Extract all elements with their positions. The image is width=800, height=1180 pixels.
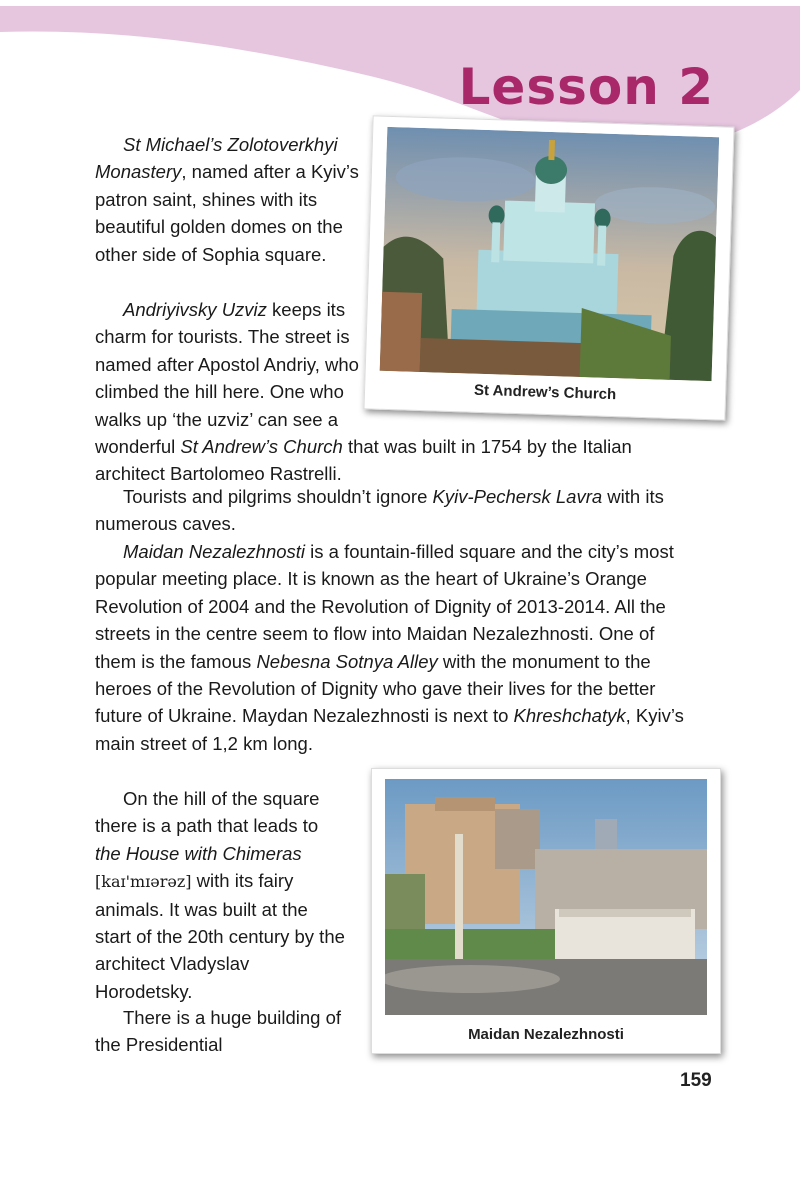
paragraph-lavra: Tourists and pilgrims shouldn’t ignore Kyiv-Pechersk Lavra with its numerous caves. [95, 486, 664, 535]
paragraph-monastery: St Michael’s Zolotoverkhyi Monastery, named after a Kyiv’s patron saint, shines with its beautiful golden domes on the other side of Sophia square. [95, 134, 359, 265]
monastery-name: St Michael’s Zolotoverkhyi Monastery [95, 134, 338, 183]
maidan-name: Maidan Nezalezhnosti [123, 541, 306, 562]
lesson-title: Lesson 2 [458, 58, 714, 116]
paragraph-uzviz: Andriyivsky Uzviz keeps its charm for tourists. The street is named after Apostol Andriy, who climbed the hill here. One who walks up ‘the uzviz’ can see a wonderful St Andrew’s Church that was built in 1754 by the Italian architect Bartolomeo Rastrelli. [95, 299, 632, 485]
lavra-name: Kyiv-Pechersk Lavra [432, 486, 603, 507]
uzviz-name: Andriyivsky Uzviz [123, 299, 267, 320]
church-name: St Andrew’s Church [180, 436, 343, 458]
photo-card-maidan [371, 768, 721, 1054]
chimeras-name: the House with Chimeras [95, 842, 302, 864]
church-photo [380, 127, 720, 381]
maidan-photo [385, 779, 707, 1015]
alley-name: Nebesna Sotnya Alley [256, 650, 438, 672]
street-name: Khreshchatyk [513, 705, 626, 727]
caption-church: St Andrew’s Church [473, 381, 617, 404]
transcription: [kaɪ'mɪərəz] [95, 872, 192, 892]
page-number: 159 [680, 1070, 712, 1091]
paragraph-presidential: There is a huge building of the Presidential [95, 1007, 342, 1056]
photo-card-church [363, 115, 734, 420]
caption-maidan: Maidan Nezalezhnosti [468, 1026, 624, 1043]
paragraph-maidan: Maidan Nezalezhnosti is a fountain-filled square and the city’s most popular meeting place. It is known as the heart of Ukraine’s Orange Revolution of 2004 and the Revolution of Dignity of 2013-2014. All the streets in the centre seem to flow into Maidan Nezalezhnosti. One of them is the famous Nebesna Sotnya Alley with the monument to the heroes of the Revolution of Dignity who gave their lives for the better future of Ukraine. Maydan Nezalezhnosti is next to Khreshchatyk, Kyiv’s main street of 1,2 km long. [95, 541, 684, 754]
paragraph-chimeras: On the hill of the square there is a path that leads to the House with Chimeras [kaɪ'mɪərəz] with its fairy animals. It was built at the start of the 20th century by the architect Vladyslav Horodetsky. [95, 788, 345, 1002]
